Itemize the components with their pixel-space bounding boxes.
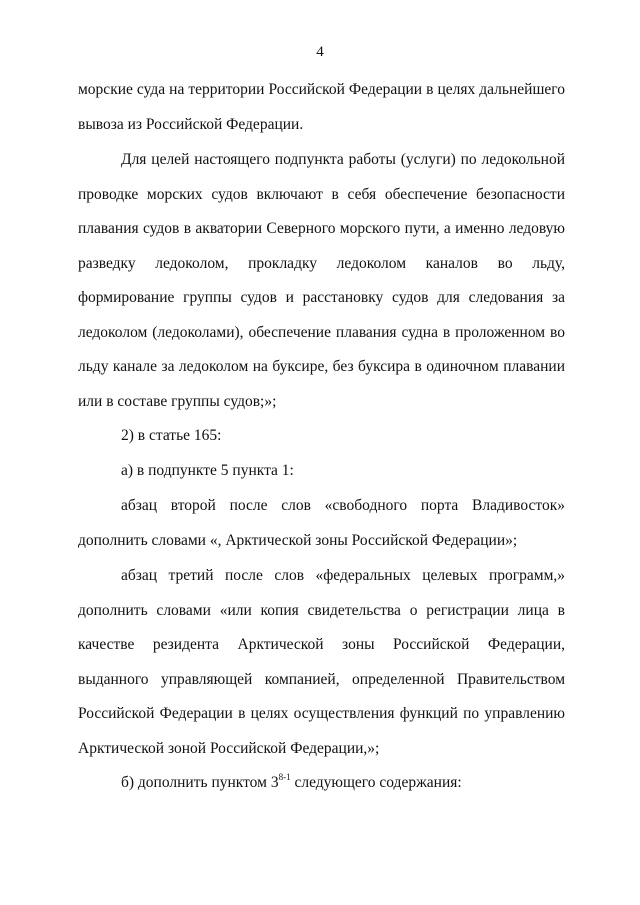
subpoint-b-superscript: 8-1 [278, 772, 291, 782]
page-number: 4 [316, 44, 324, 60]
paragraph-abzac-third: абзац третий после слов «федеральных целевых программ,» дополнить словами «или копия свидетельства о регистрации лица в качестве резидента Арктической зоны Российской Федерации, выданного управляющей компанией, определенной Правительством Российской Федерации в целях осуществления функций по управлению Арктической зоной Российской Федерации,»; [78, 567, 565, 757]
paragraph-continuation: морские суда на территории Российской Федерации в целях дальнейшего вывоза из Российской Федерации. [78, 81, 565, 133]
paragraph-subpoint-b [78, 766, 565, 801]
subpoint-b-text-after: следующего содержания: [290, 774, 462, 791]
subpoint-b-text-before: б) дополнить пунктом 3 [121, 774, 279, 791]
paragraph-abzac-second: абзац второй после слов «свободного порта Владивосток» дополнить словами «, Арктической зоны Российской Федерации»; [78, 497, 565, 549]
paragraph-subpoint-a: а) в подпункте 5 пункта 1: [121, 462, 294, 479]
paragraph-icebreaker-definition: Для целей настоящего подпункта работы (услуги) по ледокольной проводке морских судов включают в себя обеспечение безопасности плавания судов в акватории Северного морского пути, а именно ледовую разведку ледоколом, прокладку ледоколом каналов во льду, формирование группы судов и расстановку судов для следования за ледоколом (ледоколами), обеспечение плавания судна в проложенном во льду канале за ледоколом на буксире, без буксира в одиночном плавании или в составе группы судов;»; [78, 151, 565, 410]
paragraph-article-165: 2) в статье 165: [121, 427, 222, 444]
